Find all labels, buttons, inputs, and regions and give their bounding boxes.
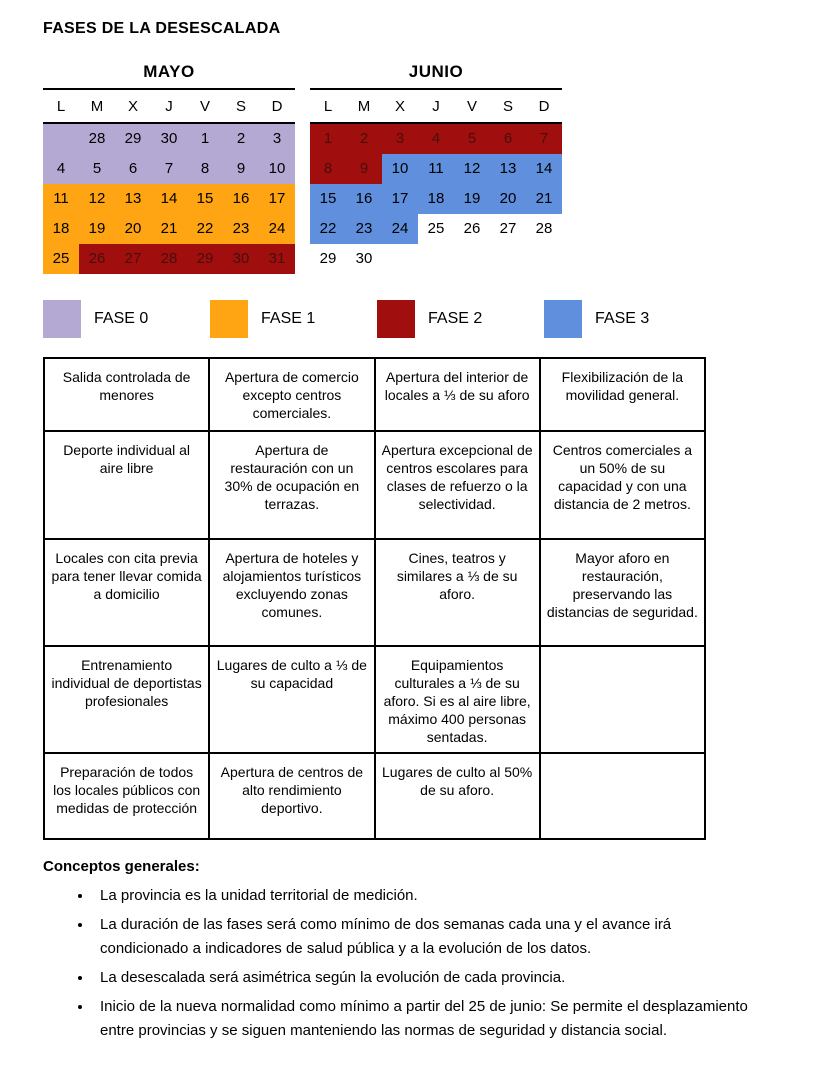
calendar-day-cell: 22 bbox=[310, 214, 346, 244]
table-cell: Entrenamiento individual de deportistas profesionales bbox=[44, 646, 209, 753]
calendar-grid bbox=[43, 124, 295, 274]
calendar-day-cell: 29 bbox=[115, 124, 151, 154]
calendar-day-cell: 10 bbox=[382, 154, 418, 184]
calendar-day-cell: 17 bbox=[259, 184, 295, 214]
calendar-day-cell: 7 bbox=[526, 124, 562, 154]
calendar-day-cell: 18 bbox=[43, 214, 79, 244]
calendar-day-cell: 26 bbox=[79, 244, 115, 274]
legend-item bbox=[210, 300, 315, 338]
calendar-day-cell bbox=[526, 244, 562, 274]
calendar-day-cell: 26 bbox=[463, 220, 481, 237]
calendar-day-cell: 23 bbox=[346, 214, 382, 244]
phase-table bbox=[43, 357, 706, 840]
calendar-day-cell: 2 bbox=[346, 124, 382, 154]
calendar-day-cell bbox=[454, 244, 490, 274]
concept-bullet: • La duración de las fases será como mínimo de dos semanas cada una y el avance irá condicionado a indicadores de salud pública y a la evolución de los datos. bbox=[93, 913, 755, 961]
table-cell: Mayor aforo en restauración, preservando las distancias de seguridad. bbox=[540, 539, 705, 646]
legend-label: FASE 0 bbox=[94, 310, 149, 327]
day-header: X bbox=[394, 97, 405, 115]
calendar-day-cell: 24 bbox=[382, 214, 418, 244]
table-cell: Lugares de culto al 50% de su aforo. bbox=[375, 753, 540, 839]
calendar-month-title: MAYO bbox=[143, 62, 195, 81]
legend-color-swatch bbox=[210, 300, 248, 338]
calendar-day-cell: 4 bbox=[418, 124, 454, 154]
calendar-day-cell: 13 bbox=[490, 154, 526, 184]
day-header: J bbox=[432, 97, 440, 115]
day-header-row bbox=[310, 90, 562, 122]
table-cell: Lugares de culto a ⅓ de su capacidad bbox=[209, 646, 374, 753]
table-cell: Apertura excepcional de centros escolares para clases de refuerzo o la selectividad. bbox=[375, 431, 540, 539]
calendar-day-cell: 16 bbox=[346, 184, 382, 214]
concept-bullet: • Inicio de la nueva normalidad como mínimo a partir del 25 de junio: Se permite el desplazamiento entre provincias y se siguen manteniendo las normas de seguridad y distancia social. bbox=[93, 995, 755, 1043]
calendar-day-cell: 2 bbox=[223, 124, 259, 154]
calendar-day-cell: 9 bbox=[223, 154, 259, 184]
calendar-day-cell: 7 bbox=[151, 154, 187, 184]
calendar-day-cell: 16 bbox=[223, 184, 259, 214]
calendar-day-cell: 12 bbox=[454, 154, 490, 184]
calendar-day-cell: 20 bbox=[115, 214, 151, 244]
calendar-day-cell: 5 bbox=[454, 124, 490, 154]
calendar-day-cell: 17 bbox=[382, 184, 418, 214]
table-cell: Apertura del interior de locales a ⅓ de su aforo bbox=[375, 358, 540, 431]
table-row bbox=[44, 358, 705, 431]
legend-color-swatch bbox=[377, 300, 415, 338]
calendar-junio bbox=[310, 62, 562, 274]
day-header: X bbox=[127, 97, 138, 115]
day-header: L bbox=[56, 97, 66, 115]
calendar-day-cell: 15 bbox=[187, 184, 223, 214]
day-header: J bbox=[165, 97, 173, 115]
table-cell: Equipamientos culturales a ⅓ de su aforo. Si es al aire libre, máximo 400 personas sentadas. bbox=[375, 646, 540, 753]
calendar-day-cell: 1 bbox=[187, 124, 223, 154]
day-header-row bbox=[43, 90, 295, 122]
day-header: D bbox=[271, 97, 283, 115]
legend-item bbox=[43, 300, 148, 338]
calendar-day-cell: 3 bbox=[382, 124, 418, 154]
table-cell bbox=[540, 753, 705, 839]
calendar-day-cell: 28 bbox=[151, 244, 187, 274]
concepts-list bbox=[43, 884, 755, 1043]
calendar-day-cell: 19 bbox=[454, 184, 490, 214]
calendar-day-cell: 10 bbox=[259, 154, 295, 184]
calendar-day-cell: 30 bbox=[223, 244, 259, 274]
calendar-day-cell: 28 bbox=[79, 124, 115, 154]
calendar-day-cell: 27 bbox=[499, 220, 517, 237]
day-header: V bbox=[466, 97, 477, 115]
legend-label: FASE 1 bbox=[261, 310, 316, 327]
calendar-day-cell: 13 bbox=[115, 184, 151, 214]
calendar-day-cell: 27 bbox=[115, 244, 151, 274]
calendar-day-cell: 25 bbox=[427, 220, 445, 237]
legend-color-swatch bbox=[43, 300, 81, 338]
calendar-day-cell: 6 bbox=[490, 124, 526, 154]
day-header: M bbox=[90, 97, 104, 115]
concept-bullet: • La desescalada será asimétrica según la evolución de cada provincia. bbox=[93, 966, 755, 990]
calendar-day-cell: 14 bbox=[526, 154, 562, 184]
day-header: L bbox=[323, 97, 333, 115]
calendar-day-cell: 23 bbox=[223, 214, 259, 244]
concept-bullet: • La provincia es la unidad territorial de medición. bbox=[93, 884, 755, 908]
table-cell: Apertura de hoteles y alojamientos turísticos excluyendo zonas comunes. bbox=[209, 539, 374, 646]
calendar-day-cell: 25 bbox=[43, 244, 79, 274]
legend-item bbox=[377, 300, 482, 338]
table-row bbox=[44, 646, 705, 753]
table-cell: Cines, teatros y similares a ⅓ de su aforo. bbox=[375, 539, 540, 646]
calendar-day-cell: 28 bbox=[535, 220, 553, 237]
calendar-day-cell: 30 bbox=[355, 250, 373, 267]
concepts-heading: Conceptos generales: bbox=[43, 858, 200, 875]
calendar-day-cell: 11 bbox=[418, 154, 454, 184]
table-cell: Preparación de todos los locales públicos con medidas de protección bbox=[44, 753, 209, 839]
table-cell: Apertura de restauración con un 30% de ocupación en terrazas. bbox=[209, 431, 374, 539]
table-row bbox=[44, 539, 705, 646]
calendar-grid bbox=[310, 124, 562, 274]
table-cell: Deporte individual al aire libre bbox=[44, 431, 209, 539]
concepts-section bbox=[43, 858, 755, 1048]
table-row bbox=[44, 753, 705, 839]
calendar-day-cell: 15 bbox=[310, 184, 346, 214]
calendar-day-cell: 8 bbox=[187, 154, 223, 184]
table-row bbox=[44, 431, 705, 539]
day-header: S bbox=[235, 97, 246, 115]
day-header: S bbox=[502, 97, 513, 115]
table-cell: Locales con cita previa para tener llevar comida a domicilio bbox=[44, 539, 209, 646]
calendar-day-cell: 19 bbox=[79, 214, 115, 244]
calendar-day-cell: 31 bbox=[259, 244, 295, 274]
calendar-day-cell: 6 bbox=[115, 154, 151, 184]
legend-color-swatch bbox=[544, 300, 582, 338]
table-cell: Salida controlada de menores bbox=[44, 358, 209, 431]
table-cell bbox=[540, 646, 705, 753]
calendar-day-cell: 9 bbox=[346, 154, 382, 184]
calendar-day-cell: 29 bbox=[187, 244, 223, 274]
calendar-day-cell: 21 bbox=[151, 214, 187, 244]
day-header: D bbox=[538, 97, 550, 115]
calendar-month-title: JUNIO bbox=[408, 62, 464, 81]
calendar-mayo bbox=[43, 62, 295, 274]
page-title: FASES DE LA DESESCALADA bbox=[43, 20, 281, 37]
table-cell: Centros comerciales a un 50% de su capacidad y con una distancia de 2 metros. bbox=[540, 431, 705, 539]
table-cell: Apertura de comercio excepto centros comerciales. bbox=[209, 358, 374, 431]
calendar-day-cell: 3 bbox=[259, 124, 295, 154]
legend-item bbox=[544, 300, 649, 338]
calendar-day-cell: 12 bbox=[79, 184, 115, 214]
calendar-day-cell: 29 bbox=[319, 250, 337, 267]
phase-legend bbox=[43, 300, 778, 338]
legend-label: FASE 2 bbox=[428, 310, 483, 327]
calendar-day-cell bbox=[490, 244, 526, 274]
day-header: V bbox=[199, 97, 210, 115]
table-cell: Apertura de centros de alto rendimiento deportivo. bbox=[209, 753, 374, 839]
calendar-day-cell: 8 bbox=[310, 154, 346, 184]
calendar-day-cell: 4 bbox=[43, 154, 79, 184]
calendar-day-cell: 24 bbox=[259, 214, 295, 244]
calendar-day-cell: 22 bbox=[187, 214, 223, 244]
calendar-day-cell: 11 bbox=[43, 184, 79, 214]
calendar-day-cell: 30 bbox=[151, 124, 187, 154]
calendar-day-cell bbox=[418, 244, 454, 274]
calendar-day-cell: 1 bbox=[310, 124, 346, 154]
calendar-day-cell: 20 bbox=[490, 184, 526, 214]
calendar-day-cell: 5 bbox=[79, 154, 115, 184]
calendar-day-cell: 14 bbox=[151, 184, 187, 214]
calendar-day-cell bbox=[382, 244, 418, 274]
calendar-day-cell bbox=[43, 124, 79, 154]
calendar-day-cell: 21 bbox=[526, 184, 562, 214]
day-header: M bbox=[357, 97, 371, 115]
legend-label: FASE 3 bbox=[595, 310, 650, 327]
calendar-day-cell: 18 bbox=[418, 184, 454, 214]
table-cell: Flexibilización de la movilidad general. bbox=[540, 358, 705, 431]
